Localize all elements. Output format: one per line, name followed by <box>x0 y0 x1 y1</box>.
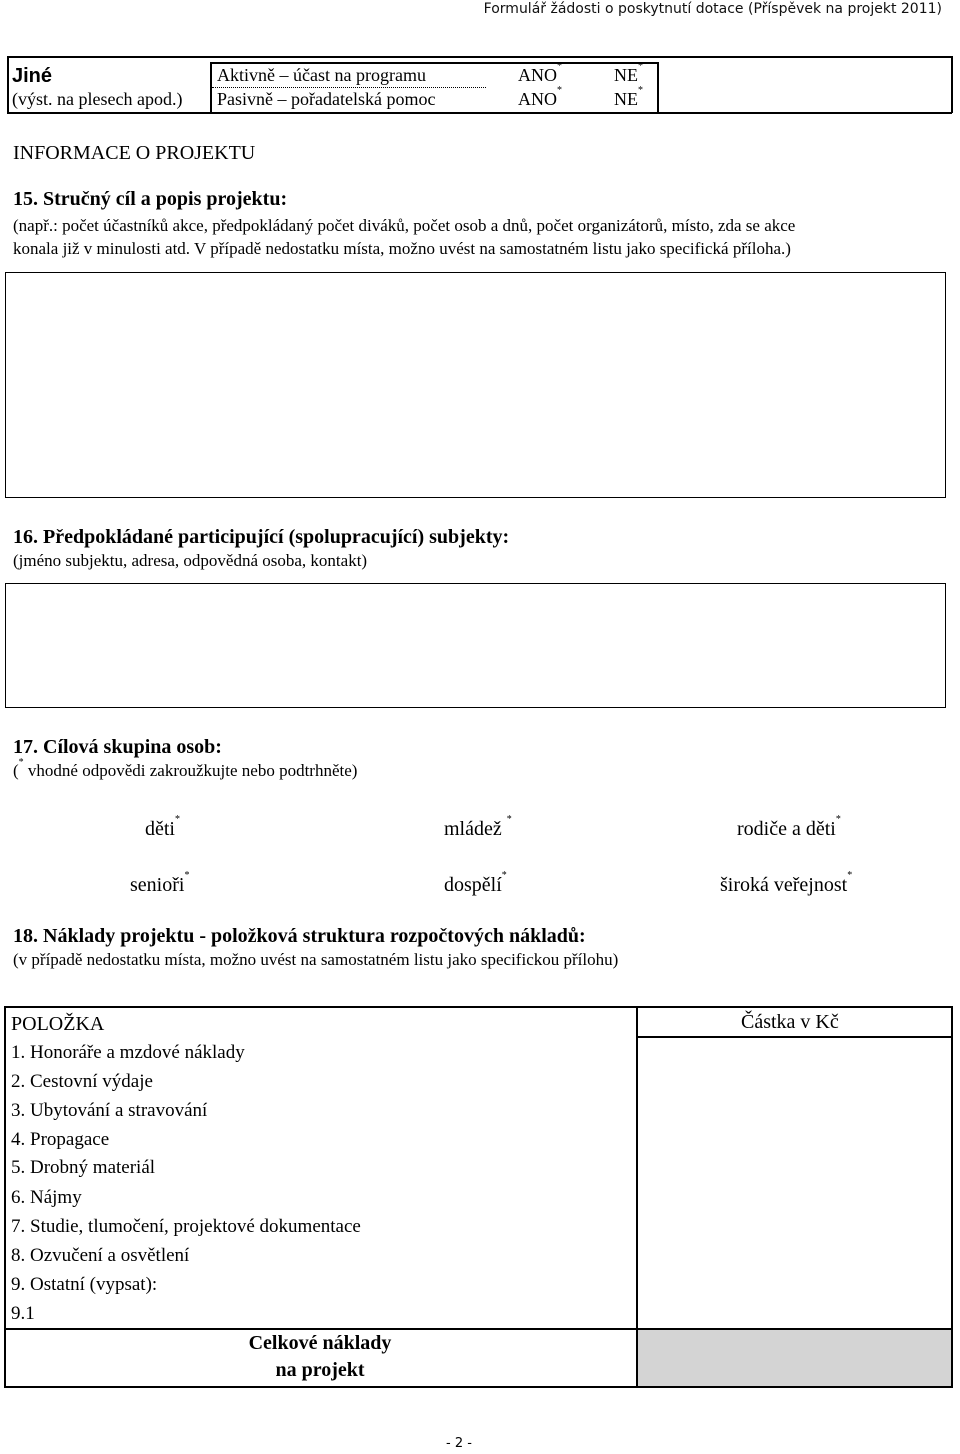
jine-option-active-label: Aktivně – účast na programu <box>217 65 426 85</box>
target-group-deti[interactable]: děti* <box>145 814 180 840</box>
page-number: - 2 - <box>446 1436 472 1451</box>
q16-answer-box[interactable] <box>5 583 946 708</box>
cost-item-9-1: 9.1 <box>11 1303 35 1324</box>
cost-item-6: 6. Nájmy <box>11 1187 82 1208</box>
jine-table-right-border <box>951 56 953 113</box>
cost-table-left-border <box>4 1006 6 1388</box>
cost-item-7: 7. Studie, tlumočení, projektové dokumentace <box>11 1216 361 1237</box>
jine-table-inner-top <box>210 62 658 64</box>
cost-table-right-border <box>951 1006 953 1388</box>
cost-table-bottom-border <box>4 1386 953 1388</box>
cost-item-2: 2. Cestovní výdaje <box>11 1071 153 1092</box>
cost-item-1: 1. Honoráře a mzdové náklady <box>11 1042 245 1063</box>
q17-description: (* vhodné odpovědi zakroužkujte nebo podtrhněte) <box>13 757 358 780</box>
cost-table-header-item: POLOŽKA <box>11 1013 105 1035</box>
cost-table-total-label-line1: Celkové náklady <box>248 1332 392 1354</box>
jine-sublabel: (výst. na plesech apod.) <box>12 89 183 109</box>
cost-item-3: 3. Ubytování a stravování <box>11 1100 208 1121</box>
target-group-rodice-a-deti[interactable]: rodiče a děti* <box>737 814 841 840</box>
cost-table-total-label-line2: na projekt <box>275 1359 365 1381</box>
target-group-dospeli[interactable]: dospělí* <box>444 870 507 896</box>
jine-table-bottom-border <box>7 112 952 114</box>
q15-title: 15. Stručný cíl a popis projektu: <box>13 188 288 210</box>
target-group-seniori[interactable]: senioři* <box>130 870 190 896</box>
jine-table-inner-right <box>657 62 659 113</box>
jine-option-passive-no[interactable]: NE* <box>614 85 643 109</box>
jine-label: Jiné <box>12 65 53 87</box>
cost-item-4: 4. Propagace <box>11 1129 110 1150</box>
q16-description: (jméno subjektu, adresa, odpovědná osoba, kontakt) <box>13 551 368 570</box>
cost-item-9: 9. Ostatní (vypsat): <box>11 1274 158 1295</box>
q16-title: 16. Předpokládané participující (spolupracující) subjekty: <box>13 526 510 548</box>
q18-description: (v případě nedostatku místa, možno uvést na samostatném listu jako specifickou přílohu) <box>13 950 619 969</box>
jine-option-active-no[interactable]: NE* <box>614 61 643 85</box>
q15-description-line2: konala již v minulosti atd. V případě nedostatku místa, možno uvést na samostatném listu jako specifická příloha.) <box>13 239 791 258</box>
q17-title: 17. Cílová skupina osob: <box>13 736 222 758</box>
document-header-title: Formulář žádosti o poskytnutí dotace (Příspěvek na projekt 2011) <box>483 1 942 17</box>
jine-table-dotted-separator <box>212 87 486 88</box>
cost-table-total-amount-cell[interactable] <box>638 1330 951 1386</box>
target-group-mladez[interactable]: mládež * <box>444 814 512 840</box>
cost-table-header-amount: Částka v Kč <box>741 1011 839 1033</box>
jine-option-passive-yes[interactable]: ANO* <box>518 85 562 109</box>
q18-title: 18. Náklady projektu - položková struktura rozpočtových nákladů: <box>13 925 586 947</box>
q15-description-line1: (např.: počet účastníků akce, předpokládaný počet diváků, počet osob a dnů, počet organizátorů, místo, zda se akce <box>13 216 796 235</box>
jine-option-passive-label: Pasivně – pořadatelská pomoc <box>217 89 436 109</box>
cost-item-8: 8. Ozvučení a osvětlení <box>11 1245 190 1266</box>
jine-option-active-yes[interactable]: ANO* <box>518 61 562 85</box>
jine-table-left-border <box>7 56 9 113</box>
section-title: INFORMACE O PROJEKTU <box>13 142 256 164</box>
q15-answer-box[interactable] <box>5 272 946 498</box>
jine-table-top-border <box>7 56 952 58</box>
cost-table-amount-header-divider <box>636 1036 952 1038</box>
cost-item-5: 5. Drobný materiál <box>11 1157 156 1178</box>
cost-table-top-border <box>4 1006 953 1008</box>
target-group-siroka-verejnost[interactable]: široká veřejnost* <box>720 870 853 896</box>
